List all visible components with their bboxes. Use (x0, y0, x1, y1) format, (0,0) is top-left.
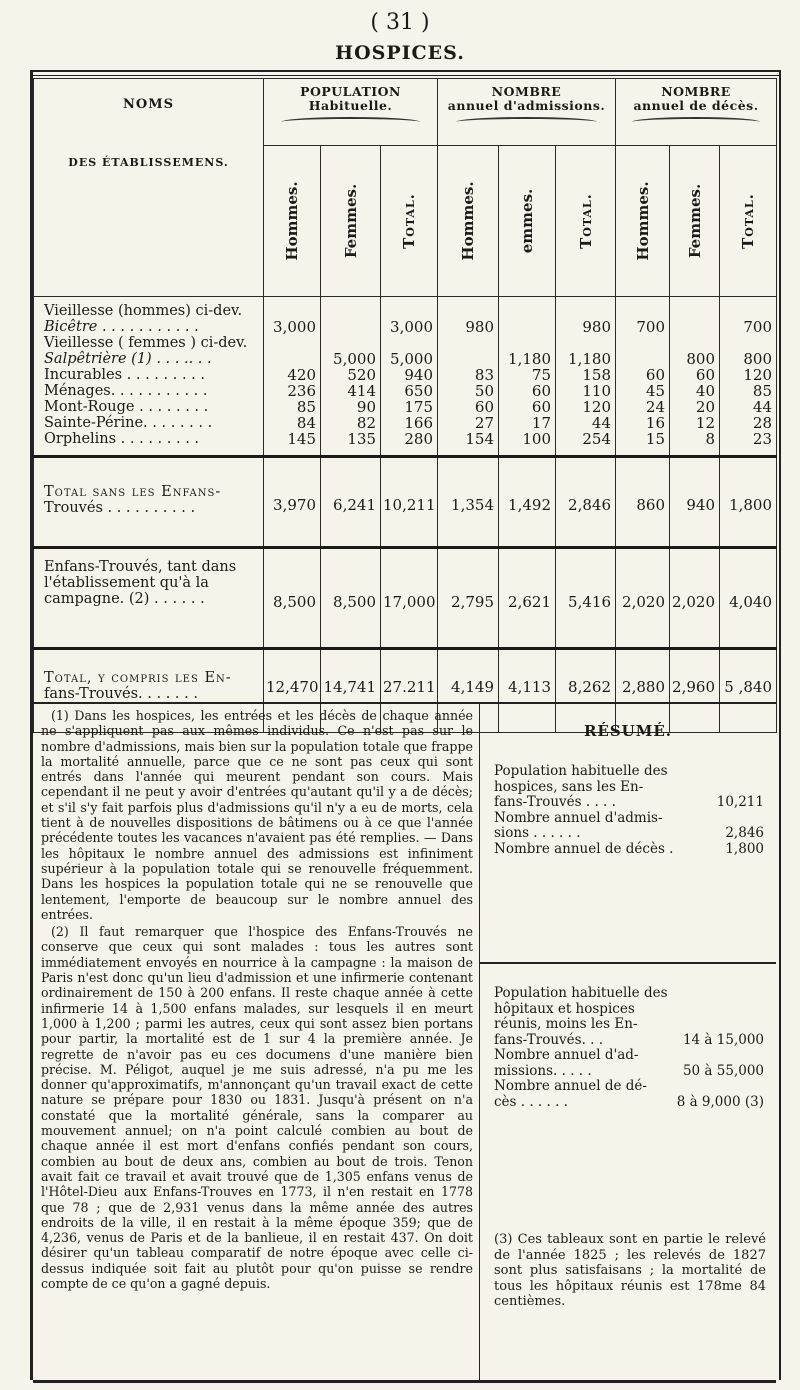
cell: 5 ,840 (720, 649, 777, 733)
resume-label: fans-Trouvés. . . (494, 1031, 604, 1048)
col-adm-total (556, 297, 616, 457)
cell: 860 (616, 457, 670, 548)
subcol-header: emmes. (518, 188, 536, 254)
group-population-label-2: Habituelle. (308, 98, 393, 113)
establishments-block (34, 297, 777, 457)
col-dec-femmes (670, 297, 720, 457)
cell: 23 (752, 430, 773, 448)
resume-label: cès . . . . . . (494, 1093, 568, 1110)
cell: 166 (404, 414, 433, 432)
total-label-line: l'établissement qu'à la (44, 575, 209, 591)
cell: 940 (404, 366, 433, 384)
cell: 84 (296, 414, 316, 432)
cell: 1,800 (720, 457, 777, 548)
cell: 2,020 (616, 548, 670, 649)
cell: 940 (670, 457, 720, 548)
cell: 85 (296, 398, 316, 416)
brace (632, 117, 760, 127)
resume-block-reunis (494, 986, 764, 1110)
cell: 8,500 (321, 548, 381, 649)
cell: 980 (582, 318, 611, 336)
total-row-label (34, 548, 264, 649)
cell: 50 (474, 382, 494, 400)
brace (281, 117, 419, 127)
cell: 175 (404, 398, 433, 416)
cell: 5,000 (390, 350, 433, 368)
cell: 60 (695, 366, 715, 384)
group-deaths-label-1: NOMBRE (661, 84, 731, 99)
name-line: Sainte-Périne. . . . . . . . (44, 415, 213, 431)
col-pop-femmes (321, 297, 381, 457)
cell: 800 (686, 350, 715, 368)
col-adm-hommes (438, 297, 499, 457)
hospices-table (33, 78, 777, 733)
cell: 6,241 (321, 457, 381, 548)
cell: 110 (582, 382, 611, 400)
total-label-line: campagne. (2) . . . . . . (44, 591, 205, 607)
group-admissions-header (438, 79, 616, 146)
cell: 17 (531, 414, 551, 432)
resume-label: sions . . . . . . (494, 825, 581, 841)
total-label-line: Trouvés . . . . . . . . . . (44, 500, 196, 516)
cell: 8,262 (556, 649, 616, 733)
resume-separator (480, 962, 776, 964)
footnotes (41, 708, 473, 1293)
group-deaths-header (616, 79, 777, 146)
col-pop-hommes (264, 297, 321, 457)
cell: 2,846 (556, 457, 616, 548)
cell: 60 (531, 382, 551, 400)
group-header-row (34, 79, 777, 146)
cell: 8 (705, 430, 715, 448)
cell: 420 (287, 366, 316, 384)
cell: 980 (465, 318, 494, 336)
cell: 120 (582, 398, 611, 416)
lower-section (33, 702, 776, 1383)
group-admissions-label-1: NOMBRE (491, 84, 562, 99)
cell: 12 (695, 414, 715, 432)
cell: 2,621 (499, 548, 556, 649)
cell: 82 (356, 414, 376, 432)
cell: 83 (474, 366, 494, 384)
page-title: HOSPICES. (335, 42, 465, 64)
resume-value: 10,211 (716, 794, 764, 810)
col-dec-hommes (616, 297, 670, 457)
brace (456, 117, 598, 127)
resume-label: Nombre annuel de dé- (494, 1078, 647, 1094)
total-row-enfants-trouves (34, 548, 777, 649)
cell: 414 (347, 382, 376, 400)
cell: 100 (522, 430, 551, 448)
col-adm-femmes (499, 297, 556, 457)
resume-label: Population habituelle des (494, 763, 668, 779)
resume-label: hospices, sans les En- (494, 778, 644, 795)
name-line: Bicêtre . . . . . . . . . . . (44, 319, 199, 335)
cell: 2,795 (438, 548, 499, 649)
cell: 1,180 (508, 350, 551, 368)
cell: 10,211 (381, 457, 438, 548)
resume-label: Nombre annuel d'admis- (494, 809, 663, 826)
name-line: Vieillesse ( femmes ) ci-dev. (44, 335, 248, 351)
cell: 60 (474, 398, 494, 416)
resume-panel (480, 704, 776, 1380)
cell: 135 (347, 430, 376, 448)
name-line: Orphelins . . . . . . . . . (44, 431, 200, 447)
footnote-1: (1) Dans les hospices, les entrées et les décès de chaque année ne s'appliquent pas aux mêmes individus. Ce n'est pas sur le nombre d'admissions, mais bien sur la population totale que frappe la mortalité annuelle, parce que ce ne sont pas ceux qui sont entrés dans l'année qui meurent pendant son cours. Mais cependant il ne peut y avoir d'entrées qu'autant qu'il y a de décès; et s'il s'y fait parfois plus d'admissions qu'il n'y a eu de morts, cela tient à de nouvelles dispositions de bâtimens ou à ce que l'année précédente toutes les vacances n'avaient pas été remplies. — Dans les hôpitaux le nombre annuel des admissions est infiniment supérieur à la population totale qui se renouvelle fréquemment. Dans les hospices la population totale qui ne se renouvelle que lentement, l'emporte de beaucoup sur le nombre annuel des entrées. (41, 708, 473, 922)
cell: 27.211 (381, 649, 438, 733)
cell: 1,180 (568, 350, 611, 368)
top-rule (30, 70, 780, 72)
name-line: Vieillesse (hommes) ci-dev. (44, 303, 243, 319)
total-label-line: Total sans les Enfans- (44, 484, 222, 500)
page-number: ( 31 ) (370, 10, 430, 35)
resume-label: hôpitaux et hospices (494, 1000, 635, 1017)
cell: 700 (743, 318, 773, 336)
cell: 20 (695, 398, 715, 416)
cell: 40 (695, 382, 715, 400)
cell: 3,000 (273, 318, 316, 336)
total-label-line: Enfans-Trouvés, tant dans (44, 559, 237, 575)
resume-value: 50 à 55,000 (682, 1062, 764, 1079)
resume-note: (3) Ces tableaux sont en partie le relevé de l'année 1825 ; les relevés de 1827 sont plus satisfaisans ; la mortalité de tous les hôpitaux réunis est 178me 84 centièmes. (494, 1232, 766, 1309)
total-label-line: fans-Trouvés. . . . . . . (44, 686, 198, 702)
cell: 650 (404, 382, 433, 400)
name-line: Ménages. . . . . . . . . . . (44, 383, 208, 399)
cell: 254 (582, 430, 611, 448)
resume-value: 2,846 (725, 825, 764, 841)
cell: 44 (591, 414, 611, 432)
name-line: Salpêtrière (1) . . . .. . . (44, 351, 212, 367)
cell: 3,000 (390, 318, 433, 336)
cell: 60 (531, 398, 551, 416)
group-population-header (264, 79, 438, 146)
cell: 45 (645, 382, 665, 400)
cell: 4,040 (720, 548, 777, 649)
name-line: Incurables . . . . . . . . . (44, 367, 206, 383)
cell: 8,500 (264, 548, 321, 649)
subcol-header: Total. (576, 193, 595, 249)
subcol-header: Femmes. (685, 183, 704, 259)
resume-label: Nombre annuel de décès . (494, 840, 674, 857)
cell: 1,354 (438, 457, 499, 548)
cell: 12,470 (264, 649, 321, 733)
cell: 700 (636, 318, 665, 336)
cell: 14,741 (321, 649, 381, 733)
cell: 158 (582, 366, 611, 384)
resume-label: missions. . . . . (494, 1062, 592, 1079)
total-row-label (34, 457, 264, 548)
cell: 2,960 (670, 649, 720, 733)
cell: 4,113 (499, 649, 556, 733)
resume-value: 1,800 (725, 840, 764, 857)
cell: 27 (474, 414, 494, 432)
subcol-header: Hommes. (283, 181, 301, 261)
cell: 16 (645, 414, 665, 432)
cell: 85 (752, 382, 773, 400)
top-rule-thin (30, 75, 780, 76)
cell: 4,149 (438, 649, 499, 733)
cell: 145 (287, 430, 316, 448)
cell: 2,880 (616, 649, 670, 733)
cell: 5,416 (556, 548, 616, 649)
subcol-header: Hommes. (459, 181, 477, 261)
cell: 2,020 (670, 548, 720, 649)
resume-value: 14 à 15,000 (682, 1031, 764, 1048)
cell: 3,970 (264, 457, 321, 548)
cell: 1,492 (499, 457, 556, 548)
col-dec-total (720, 297, 777, 457)
group-admissions-label-2: annuel d'admissions. (447, 98, 606, 113)
cell: 800 (743, 350, 773, 368)
resume-value: 8 à 9,000 (3) (676, 1093, 764, 1110)
cell: 236 (287, 382, 316, 400)
cell: 90 (356, 398, 376, 416)
cell: 44 (752, 398, 773, 416)
footnote-2: (2) Il faut remarquer que l'hospice des Enfans-Trouvés ne conserve que ceux qui sont malades : tous les autres sont immédiatement envoyés en nourrice à la campagne : la maison de Paris n'est donc qu'un lieu d'admission et une infirmerie contenant ordinairement de 150 à 200 enfans. Il reste chaque année à cette infirmerie 14 à 1,500 enfans malades, sur lesquels il en meurt 1,000 à 1,200 ; parmi les autres, ceux qui sont assez bien portans pour partir, la mortalité est de 1 sur 4 la première année. Je regrette de n'avoir pas eu ces documens d'une manière bien précise. M. Péligot, auquel je me suis adressé, n'a pu me les donner qu'approximatifs, m'annonçant qu'un travail exact de cette nature se prépare pour 1830 ou 1831. Jusqu'à présent on n'a constaté que la mortalité générale, sans la comparer au mouvement annuel; on n'a point calculé combien au bout de chaque année il est mort d'enfans confiés pendant son cours, combien au bout de deux ans, combien au bout de trois. Tenon avait fait ce travail et avait trouvé que de 1,305 enfans venus de l'Hôtel-Dieu aux Enfans-Trouves en 1773, il n'en restait en 1778 que 78 ; que de 2,931 venus dans la même année des autres endroits de la ville, il en restait à la même époque 359; que de 4,236, venus de Paris et de la banlieue, il en restait 437. On doit désirer qu'un tableau comparatif de notre époque avec celle ci-dessus indiquée soit fait au plutôt pour qu'on puisse se rendre compte de ce qu'on a gagné depuis. (41, 924, 473, 1291)
cell: 15 (645, 430, 665, 448)
subcol-header: Total. (739, 193, 757, 249)
resume-label: fans-Trouvés . . . . (494, 794, 616, 810)
establishment-names (34, 297, 264, 457)
resume-block-hospices (494, 764, 764, 857)
cell: 520 (347, 366, 376, 384)
resume-label: Population habituelle des (494, 985, 668, 1001)
cell: 17,000 (381, 548, 438, 649)
cell: 5,000 (333, 350, 376, 368)
name-column-header (34, 79, 264, 297)
name-line: Mont-Rouge . . . . . . . . (44, 399, 209, 415)
group-population-label-1: POPULATION (300, 84, 401, 99)
resume-label: Nombre annuel d'ad- (494, 1047, 639, 1063)
cell: 75 (531, 366, 551, 384)
subcol-header: Total. (400, 193, 418, 249)
total-row-sans-enfants (34, 457, 777, 548)
cell: 28 (752, 414, 773, 432)
total-label-line: Total, y compris les En- (44, 670, 232, 686)
resume-label: réunis, moins les En- (494, 1016, 638, 1032)
name-header-1: NOMS (123, 97, 174, 112)
group-deaths-label-2: annuel de décès. (633, 98, 759, 113)
cell: 280 (404, 430, 433, 448)
name-header-2: DES ÉTABLISSEMENS. (68, 156, 229, 169)
cell: 24 (645, 398, 665, 416)
resume-title: RÉSUMÉ. (583, 722, 673, 740)
cell: 154 (465, 430, 494, 448)
subcol-header: Femmes. (341, 183, 360, 259)
subcol-header: Hommes. (633, 181, 652, 261)
cell: 120 (743, 366, 773, 384)
cell: 60 (645, 366, 665, 384)
col-pop-total (381, 297, 438, 457)
